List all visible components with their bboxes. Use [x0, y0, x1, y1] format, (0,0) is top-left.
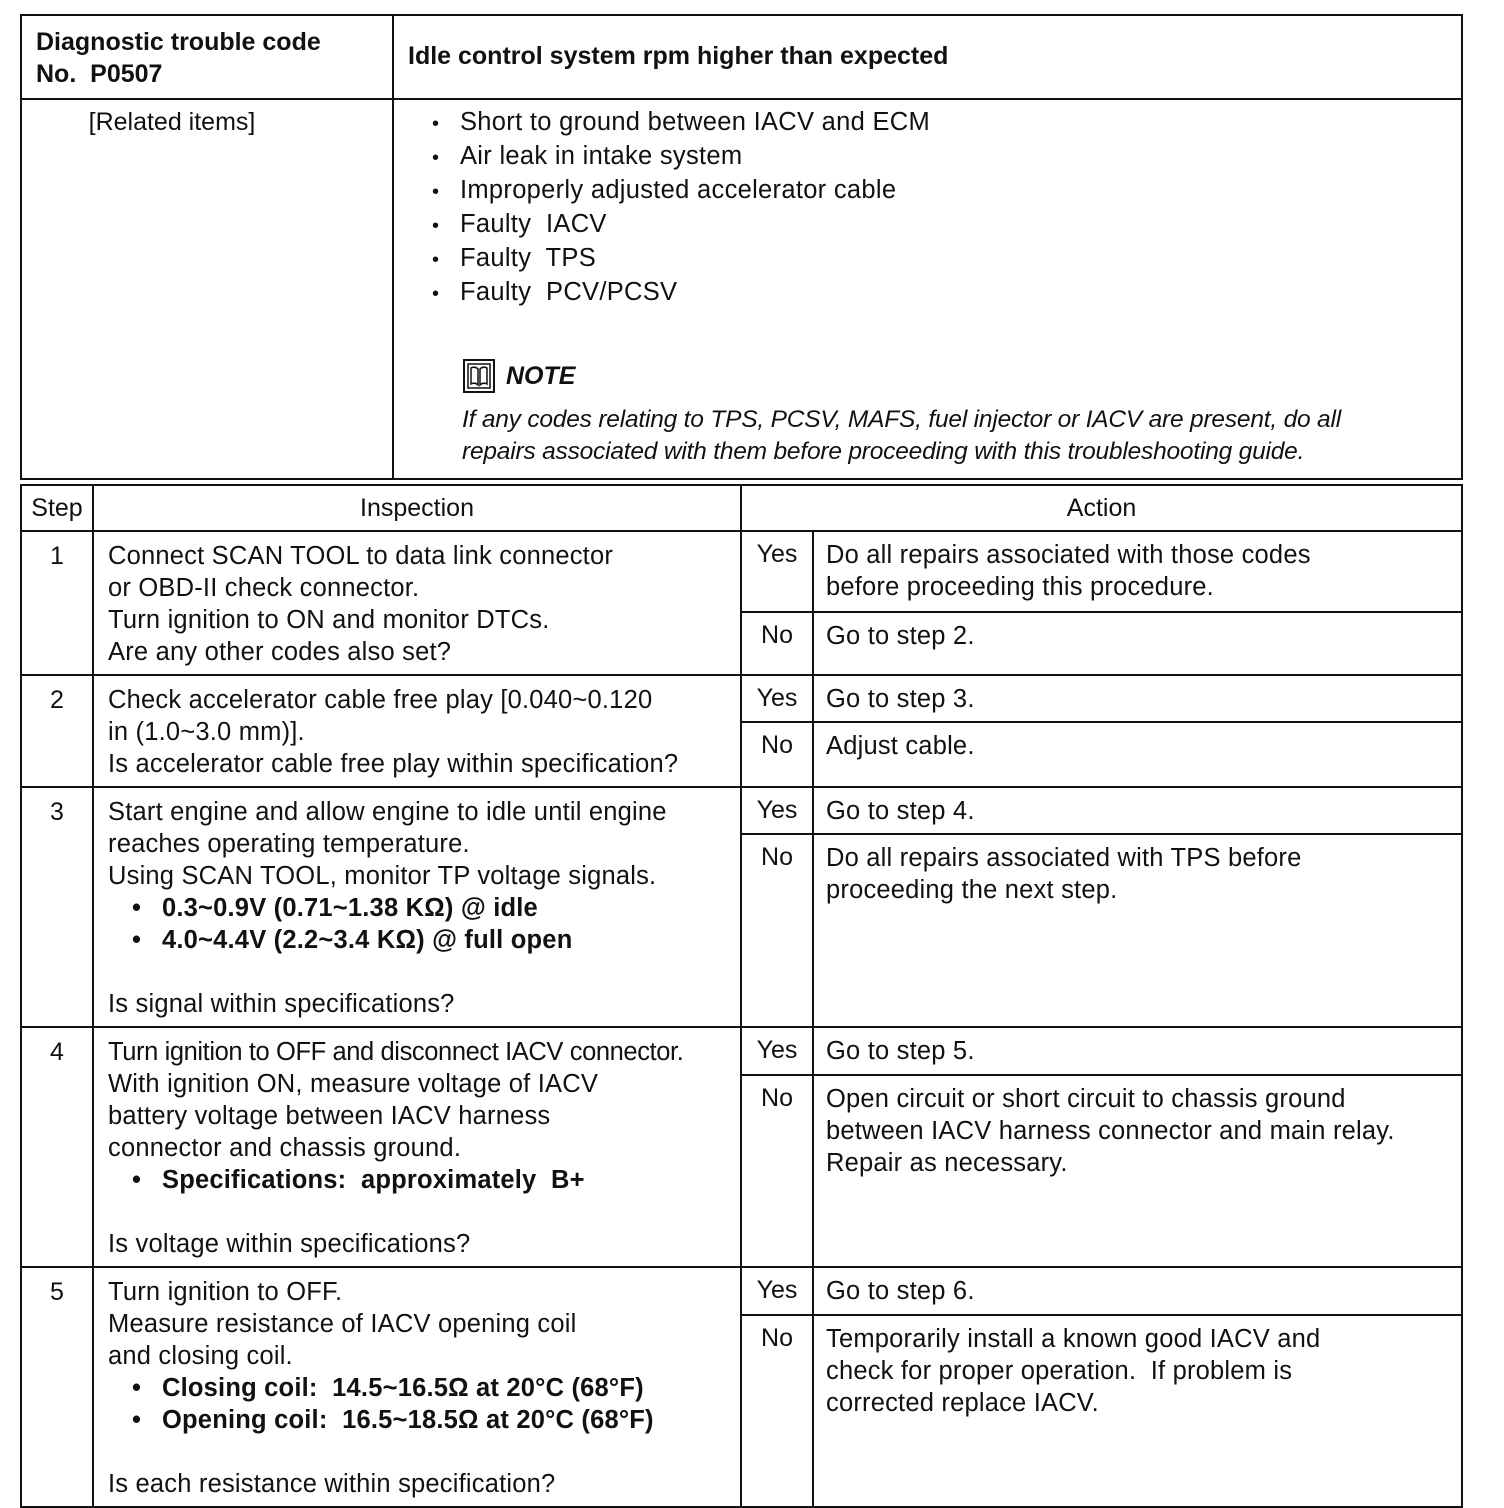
- no-action: Adjust cable.: [813, 722, 1462, 787]
- step-inspection: Turn ignition to OFF and disconnect IACV connector. With ignition ON, measure voltage of IACV battery voltage between IACV harness connector and chassis ground. • Specifications: approximately B+ Is voltage within specifications?: [93, 1027, 741, 1267]
- step-inspection: Start engine and allow engine to idle until engine reaches operating temperature. Using SCAN TOOL, monitor TP voltage signals. • 0.3~0.9V (0.71~1.38 KΩ) @ idle • 4.0~4.4V (2.2~3.4 KΩ) @ full open Is signal within specifications?: [93, 787, 741, 1027]
- spec-list: [108, 892, 728, 956]
- step-number: 4: [21, 1027, 93, 1267]
- no-label: No: [741, 1075, 813, 1267]
- step-number: 1: [21, 531, 93, 675]
- no-action: Open circuit or short circuit to chassis ground between IACV harness connector and main relay. Repair as necessary.: [813, 1075, 1462, 1267]
- related-item: • Short to ground between IACV and ECM: [432, 108, 931, 136]
- yes-action: Go to step 6.: [813, 1267, 1462, 1315]
- col-step-header: Step: [21, 485, 93, 531]
- related-item: • Faulty IACV: [432, 210, 607, 238]
- no-action: Go to step 2.: [813, 612, 1462, 675]
- step-inspection: Check accelerator cable free play [0.040~0.120 in (1.0~3.0 mm)]. Is accelerator cable free play within specification?: [93, 675, 741, 787]
- table-row: [21, 1027, 1462, 1075]
- no-label: No: [741, 1315, 813, 1507]
- dtc-title: Idle control system rpm higher than expected: [393, 15, 1462, 99]
- related-item: • Improperly adjusted accelerator cable: [432, 176, 897, 204]
- step-question: Is voltage within specifications?: [108, 1230, 471, 1258]
- related-item: • Faulty PCV/PCSV: [432, 278, 678, 306]
- dtc-header-table: [20, 14, 1463, 480]
- related-item: • Air leak in intake system: [432, 142, 743, 170]
- no-label: No: [741, 612, 813, 675]
- step-question: Is signal within specifications?: [108, 990, 455, 1018]
- yes-action: Go to step 4.: [813, 787, 1462, 834]
- step-number: 5: [21, 1267, 93, 1507]
- book-icon: [462, 358, 496, 394]
- spec-item: • Closing coil: 14.5~16.5Ω at 20°C (68°F): [132, 1374, 644, 1402]
- related-items-cell: [393, 99, 1462, 479]
- step-number: 2: [21, 675, 93, 787]
- yes-label: Yes: [741, 675, 813, 722]
- no-action: Temporarily install a known good IACV and check for proper operation. If problem is corrected replace IACV.: [813, 1315, 1462, 1507]
- yes-label: Yes: [741, 1267, 813, 1315]
- col-inspection-header: Inspection: [93, 485, 741, 531]
- yes-label: Yes: [741, 531, 813, 612]
- note-text: If any codes relating to TPS, PCSV, MAFS, fuel injector or IACV are present, do all repairs associated with them before proceeding with this troubleshooting guide.: [462, 406, 1341, 465]
- spec-item: • 4.0~4.4V (2.2~3.4 KΩ) @ full open: [132, 926, 573, 954]
- table-row: [21, 1267, 1462, 1315]
- step-question: Is each resistance within specification?: [108, 1470, 556, 1498]
- col-action-header: Action: [741, 485, 1462, 531]
- dtc-code-label: Diagnostic trouble code: [36, 28, 321, 56]
- yes-action: Go to step 5.: [813, 1027, 1462, 1075]
- troubleshooting-table: [20, 484, 1463, 1508]
- table-row: [21, 675, 1462, 722]
- table-header-row: [21, 485, 1462, 531]
- note-header: [462, 356, 1451, 396]
- step-number: 3: [21, 787, 93, 1027]
- related-items-list: [432, 106, 1451, 310]
- spec-list: [108, 1372, 728, 1436]
- related-items-label: [Related items]: [21, 99, 393, 479]
- spec-item: • Opening coil: 16.5~18.5Ω at 20°C (68°F): [132, 1406, 654, 1434]
- step-inspection: Connect SCAN TOOL to data link connector or OBD-II check connector. Turn ignition to ON and monitor DTCs. Are any other codes also set?: [93, 531, 741, 675]
- yes-label: Yes: [741, 787, 813, 834]
- yes-action: Go to step 3.: [813, 675, 1462, 722]
- no-label: No: [741, 722, 813, 787]
- no-label: No: [741, 834, 813, 1027]
- yes-label: Yes: [741, 1027, 813, 1075]
- step-inspection: Turn ignition to OFF. Measure resistance of IACV opening coil and closing coil. • Closing coil: 14.5~16.5Ω at 20°C (68°F) • Opening coil: 16.5~18.5Ω at 20°C (68°F) Is each resistance within specification?: [93, 1267, 741, 1507]
- yes-action: Do all repairs associated with those codes before proceeding this procedure.: [813, 531, 1462, 612]
- spec-item: • Specifications: approximately B+: [132, 1166, 585, 1194]
- spec-list: [108, 1164, 728, 1196]
- table-row: [21, 787, 1462, 834]
- dtc-code-number: No. P0507: [36, 60, 163, 88]
- dtc-code-cell: [21, 15, 393, 99]
- table-row: [21, 531, 1462, 612]
- related-item: • Faulty TPS: [432, 244, 597, 272]
- spec-item: • 0.3~0.9V (0.71~1.38 KΩ) @ idle: [132, 894, 538, 922]
- note-label: NOTE: [506, 361, 576, 390]
- no-action: Do all repairs associated with TPS before proceeding the next step.: [813, 834, 1462, 1027]
